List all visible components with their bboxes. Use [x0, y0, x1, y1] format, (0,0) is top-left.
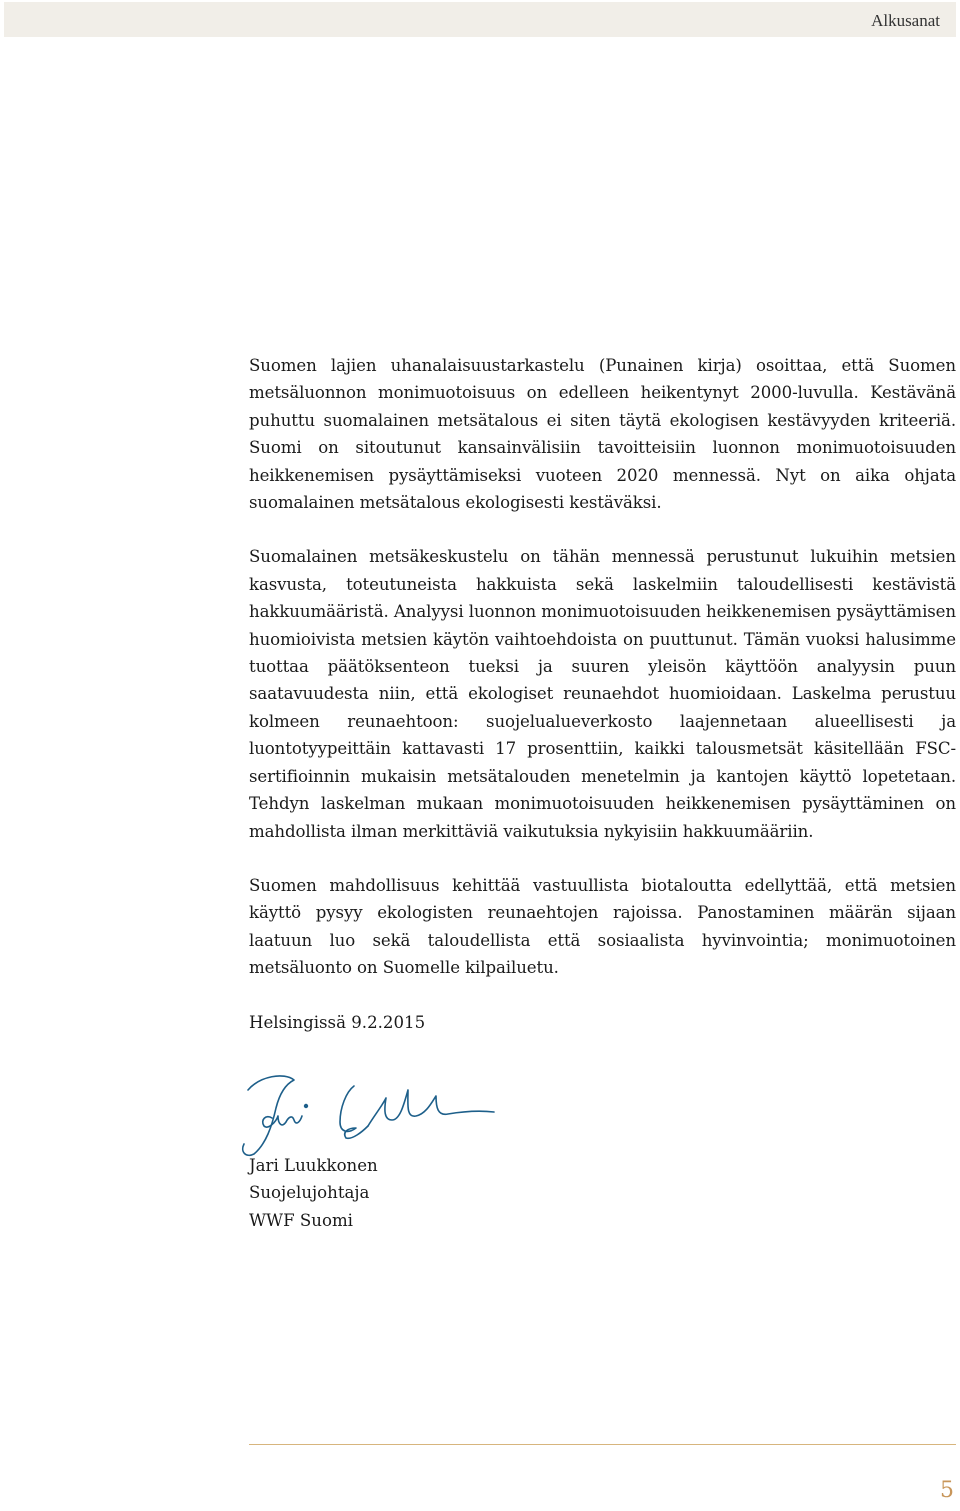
page-number: 5	[940, 1478, 954, 1503]
handwritten-signature	[236, 1068, 498, 1160]
body-paragraph: Suomen lajien uhanalaisuustarkastelu (Punainen kirja) osoittaa, että Suomen metsäluonnon monimuotoisuus on edelleen heikentynyt 2000-luvulla. Kestävänä puhuttu suomalainen metsätalous ei siten täytä ekologisen kestävyyden kriteeriä. Suomi on sitoutunut kansainvälisiin tavoitteisiin luonnon monimuotoisuuden heikkenemisen pysäyttämiseksi vuoteen 2020 mennessä. Nyt on aika ohjata suomalainen metsätalous ekologisesti kestäväksi.	[249, 356, 956, 513]
signer-title: Suojelujohtaja	[249, 1183, 370, 1203]
signature-block	[249, 1152, 378, 1234]
header-bar	[4, 2, 956, 37]
section-label: Alkusanat	[871, 11, 940, 30]
date-line: Helsingissä 9.2.2015	[249, 1012, 426, 1032]
body-paragraph: Suomalainen metsäkeskustelu on tähän mennessä perustunut lukuihin metsien kasvusta, toteutuneista hakkuista sekä laskelmiin taloudellisesti kestävistä hakkuumääristä. Analyysi luonnon monimuotoisuuden heikkenemisen pysäyttämisen huomioivista metsien käytön vaihtoehdoista on puuttunut. Tämän vuoksi halusimme tuottaa päätöksenteon tueksi ja suuren yleisön käyttöön analyysin puun saatavuudesta niin, että ekologiset reunaehdot huomioidaan. Laskelma perustuu kolmeen reunaehtoon: suojelualueverkosto laajennetaan alueellisesti ja luontotyypeittäin kattavasti 17 prosenttiin, kaikki talousmetsät käsitellään FSC-sertifioinnin mukaisin metsätalouden menetelmin ja kantojen käyttö lopetetaan. Tehdyn laskelman mukaan monimuotoisuuden heikkenemisen pysäyttäminen on mahdollista ilman merkittäviä vaikutuksia nykyisiin hakkuumääriin.	[249, 547, 956, 841]
signature-stroke	[263, 1116, 302, 1127]
signature-stroke	[340, 1086, 368, 1138]
letter-body	[249, 352, 956, 1036]
footer-divider	[249, 1444, 956, 1445]
signature-stroke	[243, 1076, 294, 1155]
body-paragraph: Suomen mahdollisuus kehittää vastuullista biotaloutta edellyttää, että metsien käyttö pysyy ekologisten reunaehtojen rajoissa. Panostaminen määrän sijaan laatuun luo sekä taloudellista että sosiaalista hyvinvointia; monimuotoinen metsäluonto on Suomelle kilpailuetu.	[249, 875, 956, 978]
signer-name: Jari Luukkonen	[249, 1156, 378, 1175]
signer-organization: WWF Suomi	[249, 1210, 353, 1230]
signature-stroke	[305, 1105, 308, 1108]
signature-stroke	[368, 1090, 494, 1126]
